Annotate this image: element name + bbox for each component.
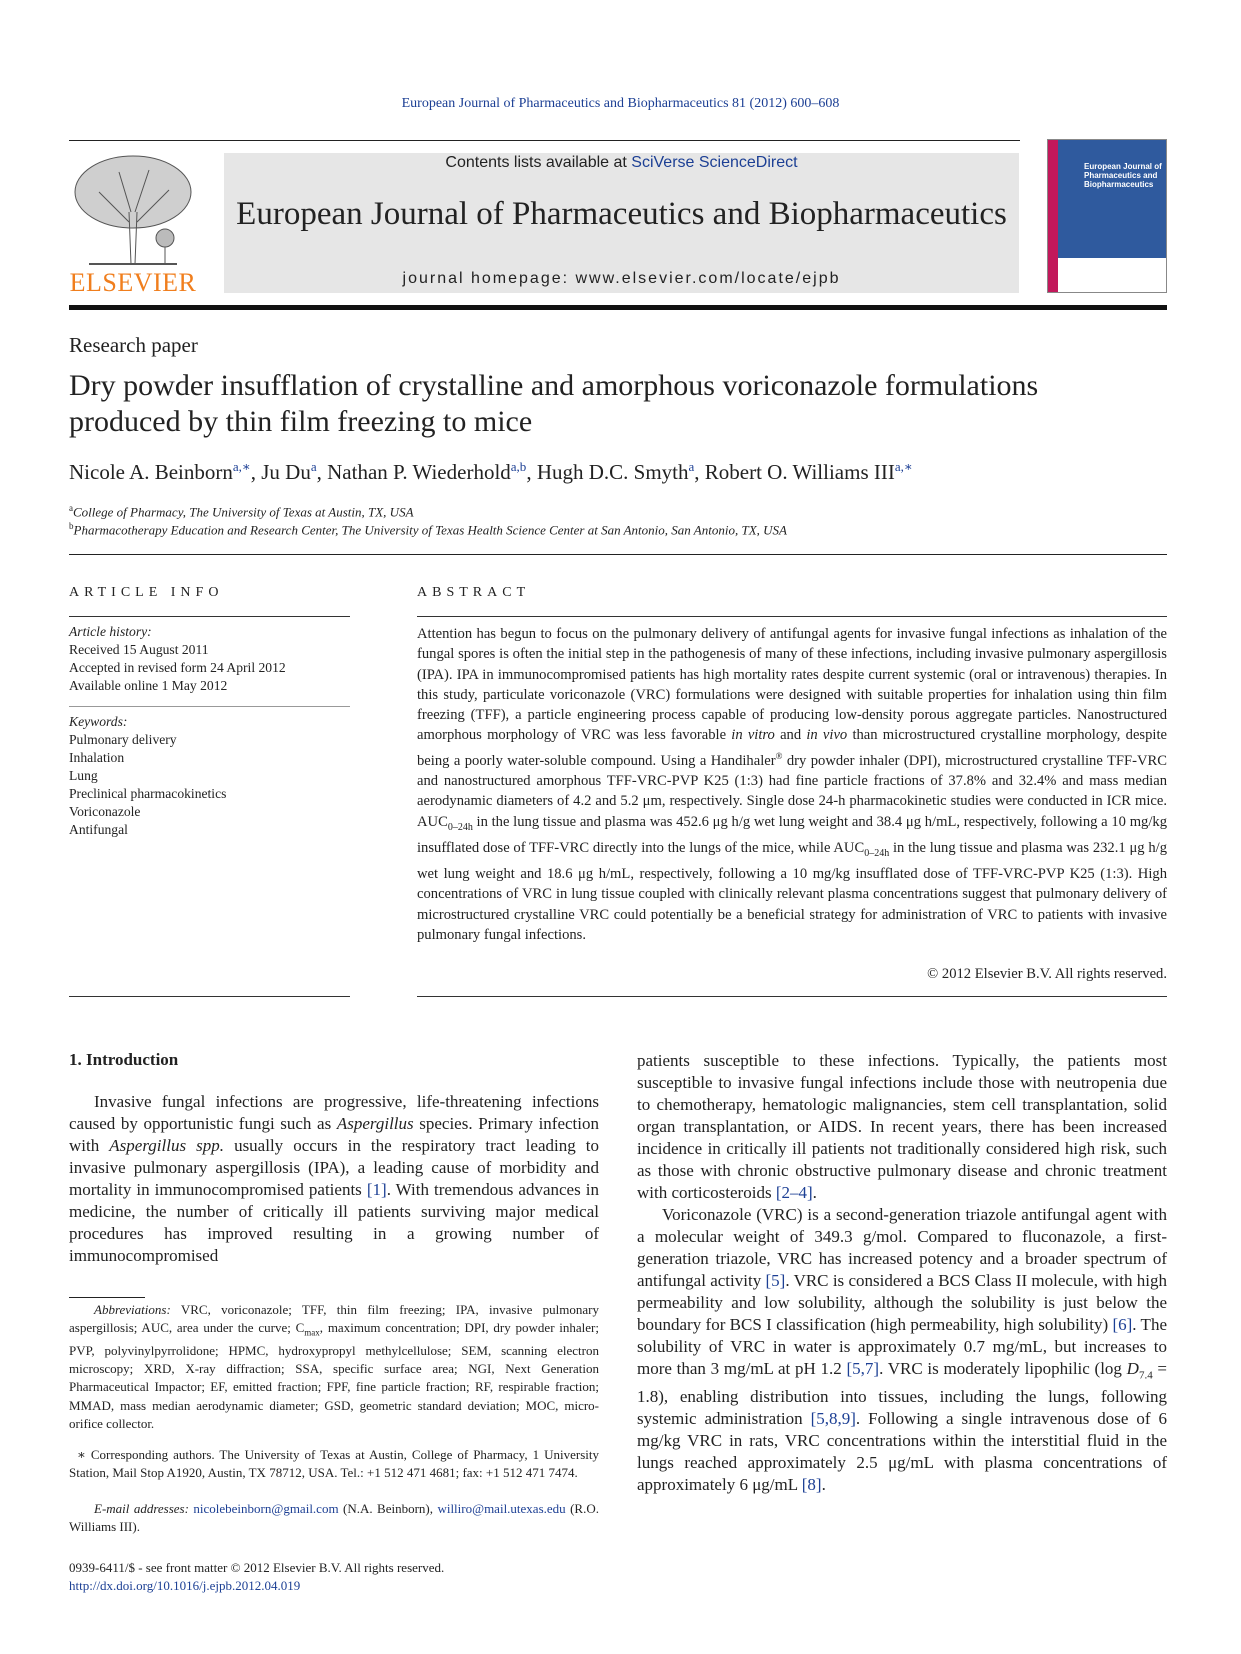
citation-link[interactable]: [1]	[366, 1180, 387, 1199]
citation-link[interactable]: [8]	[801, 1475, 822, 1495]
cmax-subscript: max	[304, 1327, 320, 1338]
abstract-italic: in vitro	[731, 727, 775, 744]
email-owner: (R.O. Williams III).	[69, 1501, 599, 1535]
doi-link[interactable]: http://dx.doi.org/10.1016/j.ejpb.2012.04.019	[69, 1578, 301, 1593]
author-list	[69, 459, 913, 485]
text-segment: Invasive fungal infections are progressive, life-threatening infections caused by opportunistic fungi such as	[69, 1092, 599, 1133]
author-name: Hugh D.C. Smyth	[536, 460, 689, 484]
text-segment: Voriconazole (VRC) is a second-generation triazole antifungal agent with a molecular weight of 349.3 g/mol. Compared to fluconazole, a first-generation triazole, VRC has increased potency and a broader spectrum of antifungal activity	[637, 1205, 1167, 1290]
intro-paragraph	[637, 1050, 1167, 1204]
author-affiliation-mark[interactable]: a	[310, 459, 317, 474]
affiliation-text: College of Pharmacy, The University of Texas at Austin, TX, USA	[73, 504, 414, 520]
author-affiliation-mark[interactable]: a,b	[510, 459, 527, 474]
header-thick-rule	[69, 305, 1167, 310]
author-affiliation-mark[interactable]: a	[688, 459, 695, 474]
sciencedirect-link[interactable]: SciVerse ScienceDirect	[631, 154, 798, 171]
abstract-heading: ABSTRACT	[417, 585, 531, 600]
history-item: Accepted in revised form 24 April 2012	[69, 660, 286, 675]
article-info-rule	[69, 616, 350, 617]
italic-term: Aspergillus spp.	[109, 1136, 225, 1155]
cover-title: European Journal of Pharmaceutics and Biopharmaceutics	[1084, 162, 1162, 189]
email-link[interactable]: williro@mail.utexas.edu	[437, 1501, 566, 1516]
email-link[interactable]: nicolebeinborn@gmail.com	[193, 1501, 339, 1516]
author-affiliation-mark[interactable]: a,∗	[232, 459, 251, 474]
affiliation-b	[69, 521, 787, 538]
journal-title: European Journal of Pharmaceutics and Biopharmaceutics	[236, 196, 1007, 232]
cover-stripe	[1048, 140, 1058, 292]
abstract-segment: than microstructured crystalline morphology, despite being a poorly water-soluble compound. Using a Handihaler	[417, 727, 1167, 769]
author-separator: ,	[250, 460, 262, 484]
italic-term: D	[1126, 1359, 1139, 1378]
intro-left-column	[69, 1091, 599, 1267]
text-segment: = 1.8), enabling distribution into tissues, including the lungs, following systemic administration	[637, 1359, 1167, 1429]
footnote-corresponding	[69, 1446, 599, 1482]
italic-term: Aspergillus	[336, 1114, 414, 1133]
abstract-segment: dry powder inhaler (DPI), microstructured crystalline TFF-VRC and nanostructured amorphous TFF-VRC-PVP K25 (1:3) had fine particle fractions of 37.8% and 32.4% and mass median aerodynamic diameters of 4.2 and 5.2 μm, respectively. Single dose 24-h pharmacokinetic studies were conducted in ICR mice. AUC	[417, 752, 1168, 830]
footnote-abbreviations	[69, 1301, 599, 1433]
citation-link[interactable]: [5]	[765, 1271, 786, 1290]
issn-line: 0939-6411/$ - see front matter © 2012 Elsevier B.V. All rights reserved.	[69, 1560, 445, 1575]
registered-mark: ®	[775, 750, 783, 761]
article-history	[69, 623, 349, 695]
d74-subscript: 7.4	[1138, 1369, 1153, 1382]
citation-link[interactable]: [5,8,9]	[810, 1409, 856, 1429]
header-rule	[69, 140, 1020, 141]
keyword: Pulmonary delivery	[69, 732, 177, 747]
author-separator: ,	[694, 460, 705, 484]
elsevier-logo: ELSEVIER	[69, 268, 197, 297]
contents-line	[224, 154, 1019, 172]
text-segment: . With tremendous advances in medicine, the number of critically ill patients surviving major medical procedures has improved resulting in a growing number of immunocompromised	[69, 1180, 599, 1265]
citation-link[interactable]: [2–4]	[775, 1183, 813, 1202]
section-heading-introduction: 1. Introduction	[69, 1050, 179, 1069]
abstract-segment: in the lung tissue and plasma was 232.1 μg h/g wet lung weight and 18.6 μg h/mL, respectively, following a 10 mg/kg insufflated dose of TFF-VRC-PVP K25 (1:3). High concentrations of VRC in lung tissue coupled with clinically relevant plasma concentrations suggest that pulmonary delivery of microstructured crystalline VRC could potentially be a beneficial strategy for administration of VRC to patients with invasive pulmonary fungal infections.	[417, 839, 1167, 943]
abstract-text	[417, 624, 1167, 945]
auc-subscript: 0–24h	[864, 847, 890, 859]
keywords	[69, 713, 349, 839]
intro-paragraph	[69, 1091, 599, 1267]
email-label: E-mail addresses:	[94, 1501, 189, 1516]
footnote-segment: VRC, voriconazole; TFF, thin film freezing; IPA, invasive pulmonary aspergillosis; AUC, area under the curve; C	[69, 1302, 599, 1336]
affiliation-mark: a	[69, 503, 73, 513]
text-segment: . VRC is considered a BCS Class II molecule, with high permeability and low solubility, although the solubility is just below the boundary for BCS I classification (high permeability, high solubility)	[637, 1271, 1167, 1334]
footnote-emails	[69, 1500, 599, 1536]
author-separator: ,	[316, 460, 328, 484]
keyword: Voriconazole	[69, 804, 141, 819]
abstract-segment: in the lung tissue and plasma was 452.6 μg h/g wet lung weight and 38.4 μg h/mL, respectively, following a 10 mg/kg insufflated dose of TFF-VRC directly into the lungs of the mice, while AUC	[417, 813, 1167, 856]
abbreviations-label: Abbreviations:	[94, 1302, 171, 1317]
cover-footer	[1058, 258, 1166, 292]
journal-cover-thumbnail	[1047, 139, 1167, 293]
text-segment: . The solubility of VRC in water is approximately 0.7 mg/mL, but increases to more than 3 mg/mL at pH 1.2	[637, 1315, 1167, 1378]
abstract-rule	[417, 616, 1167, 617]
text-segment: usually occurs in the respiratory tract leading to invasive pulmonary aspergillosis (IPA), a leading cause of morbidity and mortality in immunocompromised patients	[69, 1136, 599, 1199]
email-owner: (N.A. Beinborn),	[338, 1501, 438, 1516]
abstract-copyright: © 2012 Elsevier B.V. All rights reserved.	[927, 966, 1167, 982]
author-name: Ju Du	[261, 460, 311, 484]
journal-homepage[interactable]: journal homepage: www.elsevier.com/locate/ejpb	[402, 270, 841, 287]
section-rule	[69, 554, 1167, 555]
keyword: Lung	[69, 768, 98, 783]
abstract-bottom-rule	[417, 996, 1167, 997]
keyword: Inhalation	[69, 750, 125, 765]
history-label: Article history:	[69, 624, 152, 639]
text-segment: . Following a single intravenous dose of 6 mg/kg VRC in rats, VRC concentrations within the interstitial fluid in the lungs reached approximately 2.5 μg/mL with plasma concentrations of approximately 6 μg/mL	[637, 1409, 1167, 1495]
author-separator: ,	[526, 460, 537, 484]
footnote-segment: , maximum concentration; DPI, dry powder inhaler; PVP, polyvinylpyrrolidone; HPMC, hydroxypropyl methylcellulose; SEM, scanning electron microscopy; XRD, X-ray diffraction; SSA, specific surface area; NGI, Next Generation Pharmaceutical Impactor; EF, emitted fraction; FPF, fine particle fraction; RF, respirable fraction; MMAD, mass median aerodynamic diameter; GSD, geometric standard deviation; MOC, micro-orifice collector.	[69, 1320, 600, 1431]
text-segment: . VRC is moderately lipophilic (log	[879, 1359, 1127, 1378]
keyword: Antifungal	[69, 822, 128, 837]
author-affiliation-mark[interactable]: a,∗	[894, 459, 913, 474]
keyword: Preclinical pharmacokinetics	[69, 786, 227, 801]
abstract-italic: in vivo	[806, 727, 848, 744]
citation-link[interactable]: [6]	[1112, 1315, 1133, 1334]
intro-right-column	[637, 1050, 1167, 1496]
author-name: Robert O. Williams III	[704, 460, 895, 484]
paper-title: Dry powder insufflation of crystalline and amorphous voriconazole formulations produced by thin film freezing to mice	[69, 369, 1039, 438]
contents-prefix: Contents lists available at	[445, 154, 632, 171]
author-name: Nathan P. Wiederhold	[327, 460, 511, 484]
abstract-segment: Attention has begun to focus on the pulmonary delivery of antifungal agents for invasive fungal infections as inhalation of the fungal spores is often the initial step in the pathogenesis of many of these infections, including invasive pulmonary aspergillosis (IPA). IPA in immunocompromised patients has high mortality rates despite current systemic (oral or intravenous) therapies. In this study, particulate voriconazole (VRC) formulations were designed with suitable properties for inhalation using thin film freezing (TFF), a particle engineering process capable of producing low-density porous aggregate particles. Nanostructured amorphous morphology of VRC was less favorable	[417, 626, 1167, 744]
journal-reference[interactable]: European Journal of Pharmaceutics and Biopharmaceutics 81 (2012) 600–608	[401, 96, 840, 111]
history-rule	[69, 706, 350, 707]
auc-subscript: 0–24h	[447, 821, 473, 833]
affiliation-text: Pharmacotherapy Education and Research Center, The University of Texas Health Science Center at San Antonio, San Antonio, TX, USA	[73, 522, 787, 538]
abstract-segment: and	[774, 727, 807, 744]
intro-paragraph	[637, 1204, 1167, 1496]
author-name: Nicole A. Beinborn	[69, 460, 233, 484]
history-item: Available online 1 May 2012	[69, 678, 228, 693]
paper-type: Research paper	[69, 333, 198, 357]
text-segment: species. Primary infection with	[69, 1114, 599, 1155]
text-segment: .	[821, 1475, 826, 1495]
affiliation-a	[69, 503, 414, 520]
keywords-label: Keywords:	[69, 714, 128, 729]
footnote-rule	[69, 1297, 145, 1298]
article-info-heading: ARTICLE INFO	[69, 585, 224, 600]
history-item: Received 15 August 2011	[69, 642, 209, 657]
corresponding-authors: ∗ Corresponding authors. The University of Texas at Austin, College of Pharmacy, 1 University Station, Mail Stop A1920, Austin, TX 78712, USA. Tel.: +1 512 471 4681; fax: +1 512 471 7474.	[69, 1447, 599, 1481]
article-info-bottom-rule	[69, 996, 350, 997]
affiliation-mark: b	[69, 521, 74, 531]
text-segment: patients susceptible to these infections. Typically, the patients most susceptible to invasive fungal infections include those with neutropenia due to chemotherapy, hematologic malignancies, stem cell transplantation, solid organ transplantation, or AIDS. In recent years, there has been increased incidence in critically ill patients not traditionally considered high risk, such as those with chronic obstructive pulmonary disease and chronic treatment with corticosteroids	[637, 1051, 1167, 1202]
citation-link[interactable]: [5,7]	[846, 1359, 880, 1378]
text-segment: .	[812, 1183, 817, 1202]
